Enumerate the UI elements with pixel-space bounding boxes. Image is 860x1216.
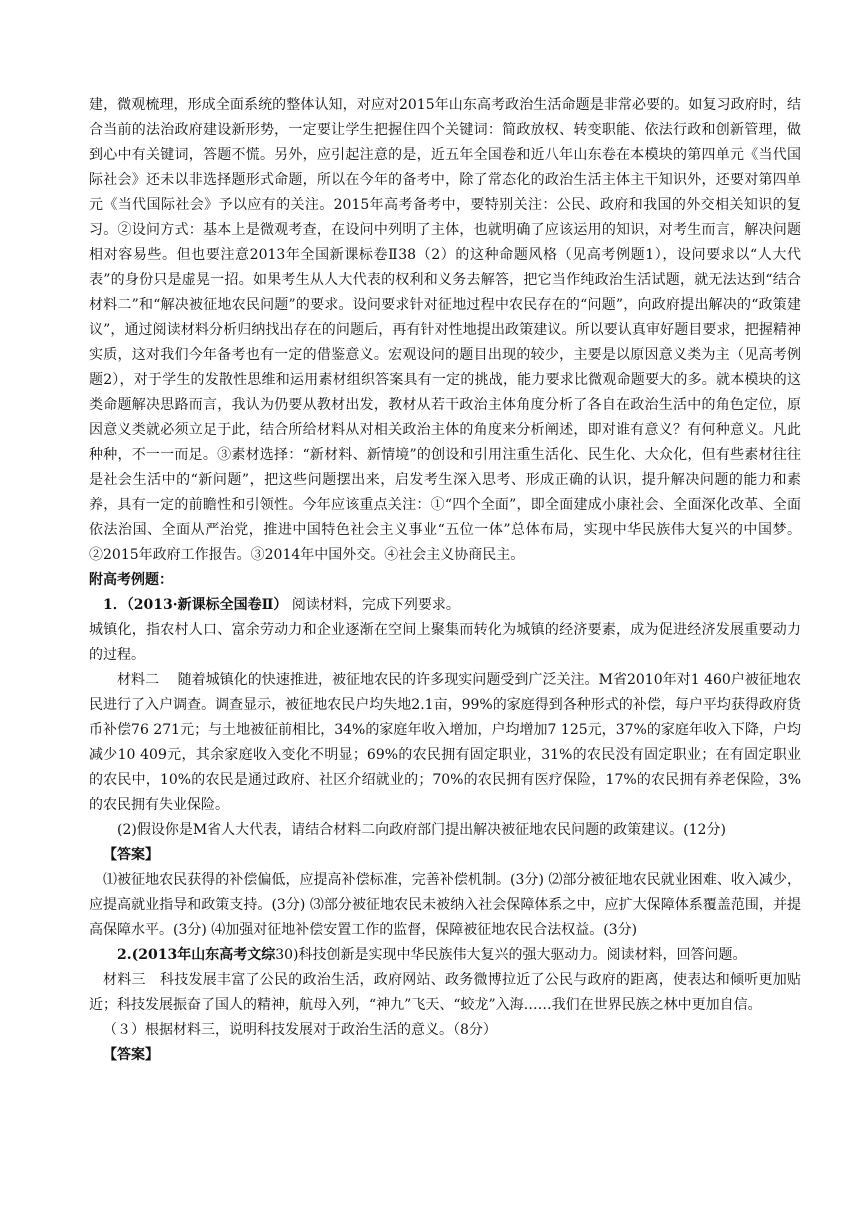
- question-2-prompt: 科技创新是实现中华民族伟大复兴的强大驱动力。阅读材料，回答问题。: [298, 947, 747, 963]
- question-1-header: [89, 593, 801, 618]
- question-2-header: [89, 943, 801, 968]
- question-2-label: 2.(2013年山东高考文综: [117, 947, 276, 963]
- appendix-title: 附高考例题：: [89, 572, 173, 588]
- question-1-label: 1．（2013·新课标全国卷Ⅱ）: [103, 597, 288, 613]
- question-1-answer: ⑴被征地农民获得的补偿偏低，应提高补偿标准，完善补偿机制。(3分) ⑵部分被征地农民就业困难、收入减少，应提高就业指导和政策支持。(3分) ⑶部分被征地农民未被纳入社会保障体系之中，应扩大保障体系覆盖范围，并提高保障水平。(3分) ⑷加强对征地补偿安置工作的监督，保障被征地农民合法权益。(3分): [89, 872, 801, 938]
- question-1-material-2: 材料二 随着城镇化的快速推进，被征地农民的许多现实问题受到广泛关注。M省2010年对1 460户被征地农民进行了入户调查。调查显示，被征地农民户均失地2.1亩，99%的家庭得到各种形式的补偿，每户平均获得政府货币补偿76 271元；与土地被征前相比，34%的家庭年收入增加，户均增加7 125元，37%的家庭年收入下降，户均减少10 409元，其余家庭收入变化不明显；69%的农民拥有固定职业，31%的农民没有固定职业；在有固定职业的农民中，10%的农民是通过政府、社区介绍就业的；70%的农民拥有医疗保险，17%的农民拥有养老保险，3%的农民拥有失业保险。: [89, 672, 801, 813]
- body-paragraph: 建，微观梳理，形成全面系统的整体认知，对应对2015年山东高考政治生活命题是非常必要的。如复习政府时，结合当前的法治政府建设新形势，一定要让学生把握住四个关键词：简政放权、转变职能、依法行政和创新管理，做到心中有关键词，答题不慌。另外，应引起注意的是，近五年全国卷和近八年山东卷在本模块的第四单元《当代国际社会》还未以非选择题形式命题，所以在今年的备考中，除了常态化的政治生活主体主干知识外，还要对第四单元《当代国际社会》予以应有的关注。2015年高考备考中，要特别关注：公民、政府和我国的外交相关知识的复习。②设问方式：基本上是微观考查，在设问中列明了主体，也就明确了应该运用的知识，对考生而言，解决问题相对容易些。但也要注意2013年全国新课标卷Ⅱ38（2）的这种命题风格（见高考例题1），设问要求以“人大代表”的身份只是虚晃一招。如果考生从人大代表的权利和义务去解答，把它当作纯政治生活试题，就无法达到“结合材料二”和“解决被征地农民问题”的要求。设问要求针对征地过程中农民存在的“问题”，向政府提出解决的“政策建议”，通过阅读材料分析归纳找出存在的问题后，再有针对性地提出政策建议。所以要认真审好题目要求，把握精神实质，这对我们今年备考也有一定的借鉴意义。宏观设问的题目出现的较少，主要是以原因意义类为主（见高考例题2），对于学生的发散性思维和运用素材组织答案具有一定的挑战，能力要求比微观命题要大的多。就本模块的这类命题解决思路而言，我认为仍要从教材出发，教材从若干政治主体角度分析了各自在政治生活中的角色定位，原因意义类就必须立足于此，结合所给材料从对相关政治主体的角度来分析阐述，即对谁有意义？有何种意义。凡此种种，不一一而足。③素材选择：“新材料、新情境”的创设和引用注重生活化、民生化、大众化，但有些素材往往是社会生活中的“新问题”，把这些问题摆出来，启发考生深入思考、形成正确的认识，提升解决问题的能力和素养，具有一定的前瞻性和引领性。今年应该重点关注：①“四个全面”，即全面建成小康社会、全面深化改革、全面依法治国、全面从严治党，推进中国特色社会主义事业“五位一体”总体布局，实现中华民族伟大复兴的中国梦。②2015年政府工作报告。③2014年中国外交。④社会主义协商民主。: [89, 97, 801, 563]
- document-page: [89, 93, 801, 1068]
- question-2-subquestion-3: （３）根据材料三，说明科技发展对于政治生活的意义。（8分）: [103, 1022, 497, 1038]
- question-1-intro: 城镇化，指农村人口、富余劳动力和企业逐渐在空间上聚集而转化为城镇的经济要素，成为促进经济发展重要动力的过程。: [89, 622, 801, 663]
- question-1-subquestion-2: (2)假设你是M省人大代表，请结合材料二向政府部门提出解决被征地农民问题的政策建议。(12分): [117, 822, 726, 838]
- question-1-prompt: 阅读材料，完成下列要求。: [287, 597, 460, 613]
- answer-label: 【答案】: [103, 847, 159, 863]
- question-2-number: 30): [275, 947, 299, 963]
- question-2-material-3: 材料三 科技发展丰富了公民的政治生活，政府网站、政务微博拉近了公民与政府的距离，使表达和倾听更加贴近；科技发展振奋了国人的精神，航母入列，“神九”飞天、“蛟龙”入海……我们在世界民族之林中更加自信。: [89, 972, 801, 1013]
- answer-label: 【答案】: [103, 1047, 159, 1063]
